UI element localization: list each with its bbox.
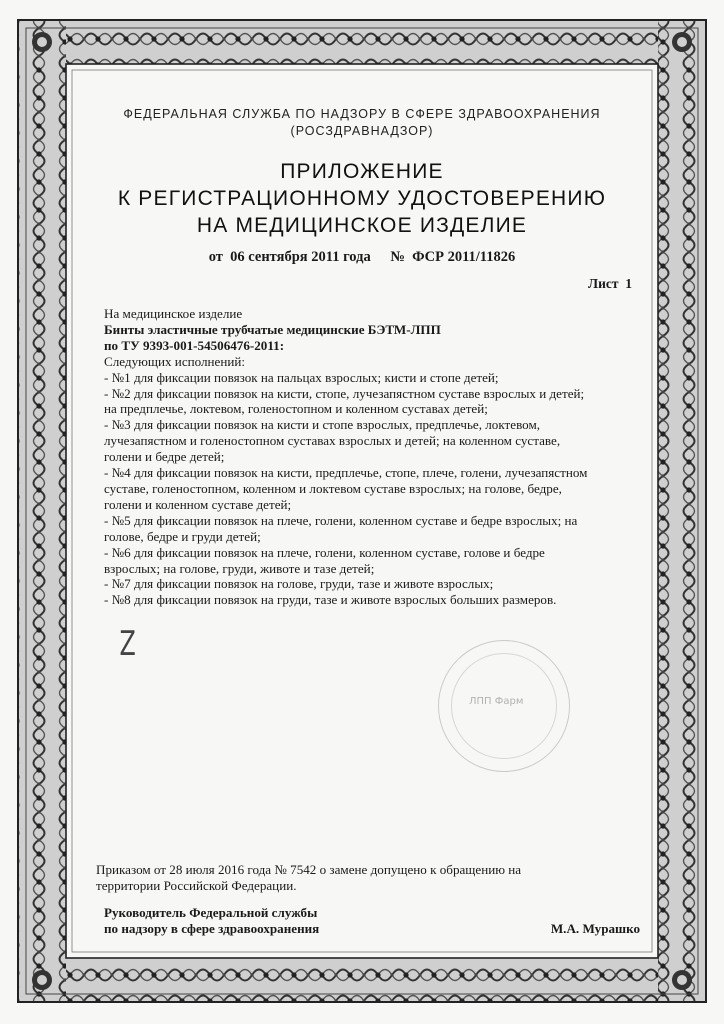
body-intro: На медицинское изделие — [104, 306, 243, 321]
signatory-title-line-2: по надзору в сфере здравоохранения — [104, 921, 320, 936]
sheet-number: Лист 1 — [588, 276, 632, 291]
variants-intro: Следующих исполнений: — [104, 353, 246, 369]
variant-line: голени и коленном суставе детей; — [104, 496, 292, 512]
product-name: Бинты эластичные трубчатые медицинские БЭТМ-ЛПП — [104, 321, 441, 337]
stamp-text: ЛПП Фарм — [469, 696, 524, 707]
variant-line: на предплечье, локтевом, голеностопном и коленном суставах детей; — [104, 401, 488, 417]
product-spec: по ТУ 9393-001-54506476-2011: — [104, 337, 285, 353]
title-line-3: НА МЕДИЦИНСКОЕ ИЗДЕЛИЕ — [196, 214, 528, 237]
handwritten-mark: Z — [119, 624, 136, 664]
company-stamp — [438, 640, 570, 772]
order-note — [96, 862, 596, 894]
signatory-title-line-1: Руководитель Федеральной службы — [104, 905, 318, 920]
variant-line: лучезапястном и голеностопном суставах взрослых и детей; на коленном суставе, — [104, 433, 561, 449]
title-line-2: К РЕГИСТРАЦИОННОМУ УДОСТОВЕРЕНИЮ — [117, 187, 607, 210]
variant-line: - №4 для фиксации повязок на кисти, предплечье, стопе, плече, голени, лучезапястном — [104, 465, 588, 481]
variant-line: взрослых; на голове, груди, животе и тазе детей; — [104, 560, 375, 576]
registration-date: от 06 сентября 2011 года — [208, 249, 371, 265]
variant-line: голове, бедре и груди детей; — [104, 528, 261, 544]
variant-line: - №3 для фиксации повязок на кисти и стопе взрослых, предплечье, локтевом, — [104, 417, 541, 433]
signatory-name: М.А. Мурашко — [550, 921, 640, 936]
variant-line: - №5 для фиксации повязок на плече, голени, коленном суставе и бедре взрослых; на — [104, 512, 578, 528]
variant-line: голени и бедре детей; — [104, 449, 225, 465]
signatory-title — [104, 905, 319, 937]
variants-list — [104, 370, 634, 609]
agency-short-name: (РОСЗДРАВНАДЗОР) — [290, 124, 434, 138]
border-bottom — [18, 958, 706, 1002]
border-top — [18, 20, 706, 64]
document-title — [0, 158, 724, 239]
document-body — [104, 306, 634, 608]
agency-header — [0, 106, 724, 140]
order-line-1: Приказом от 28 июля 2016 года № 7542 о замене допущено к обращению на — [96, 862, 522, 877]
agency-name: ФЕДЕРАЛЬНАЯ СЛУЖБА ПО НАДЗОРУ В СФЕРЕ ЗДРАВООХРАНЕНИЯ — [123, 107, 601, 121]
registration-dateline — [0, 249, 724, 266]
variant-line: - №2 для фиксации повязок на кисти, стопе, лучезапястном суставе взрослых и детей; — [104, 385, 585, 401]
variant-line: - №7 для фиксации повязок на голове, груди, тазе и животе взрослых; — [104, 576, 494, 592]
variant-line: - №6 для фиксации повязок на плече, голени, коленном суставе, голове и бедре — [104, 544, 545, 560]
title-line-1: ПРИЛОЖЕНИЕ — [280, 160, 444, 183]
variant-line: - №1 для фиксации повязок на пальцах взрослых; кисти и стопе детей; — [104, 369, 499, 385]
registration-number: № ФСР 2011/11826 — [390, 249, 516, 265]
variant-line: - №8 для фиксации повязок на груди, тазе и животе взрослых больших размеров. — [104, 592, 557, 608]
variant-line: суставе, голеностопном, коленном и локтевом суставе взрослых; на голове, бедре, — [104, 480, 562, 496]
order-line-2: территории Российской Федерации. — [96, 878, 297, 893]
